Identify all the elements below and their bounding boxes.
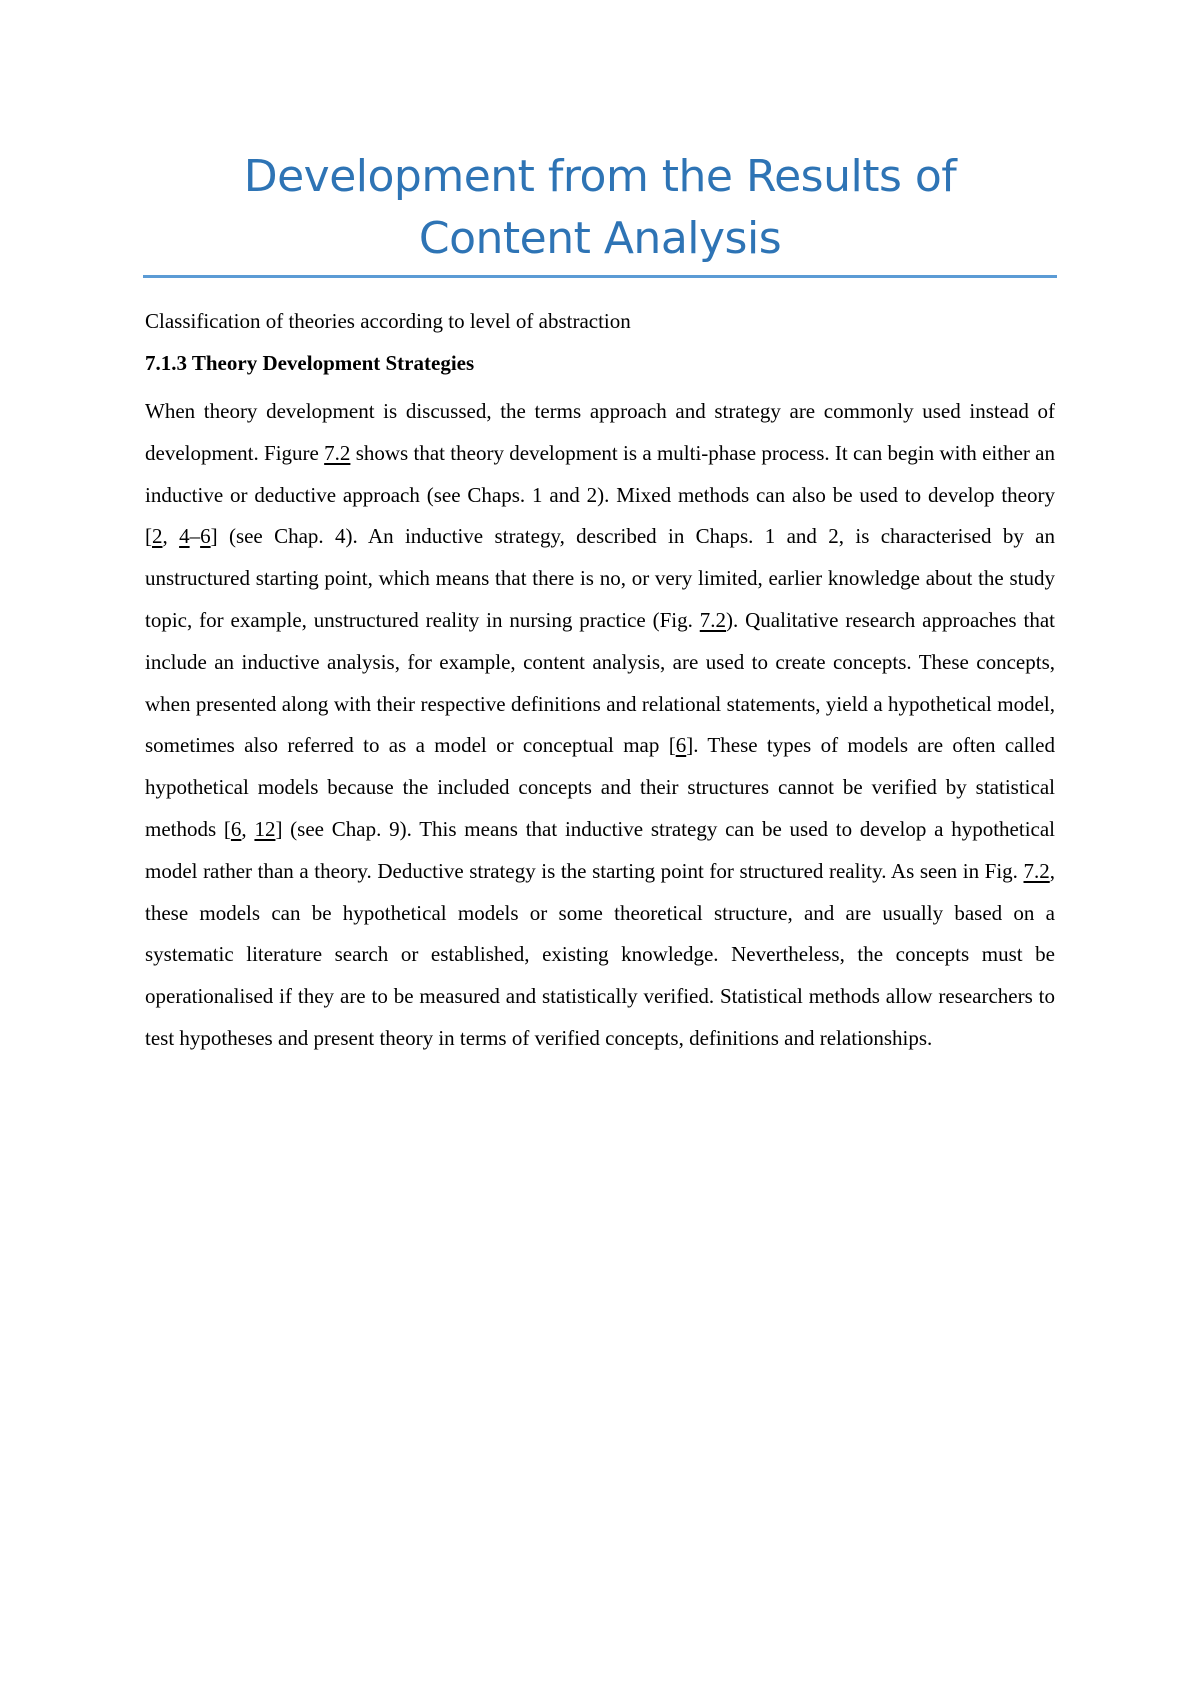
- paragraph-text: ] (see Chap. 9). This means that inductive strategy can be used to develop a hypothetical model rather than a theory. Deductive strategy is the starting point for structured reality. As seen in Fig.: [145, 816, 1056, 883]
- paragraph-text: ,: [241, 816, 255, 841]
- figure-caption: Classification of theories according to level of abstraction: [145, 309, 631, 333]
- paragraph-text: –: [189, 524, 201, 549]
- cross-reference-link[interactable]: 12: [254, 816, 276, 841]
- cross-reference-link[interactable]: 7.2: [1023, 858, 1050, 883]
- chapter-title: [143, 146, 1057, 270]
- paragraph-text: ,: [162, 524, 180, 549]
- cross-reference-link[interactable]: 7.2: [699, 607, 726, 632]
- body-paragraph: [145, 391, 1055, 1060]
- chapter-title-line-2: Content Analysis: [418, 213, 782, 264]
- cross-reference-link[interactable]: 7.2: [324, 440, 351, 465]
- paragraph-text: shows that theory development is a multi-phase process. It can begin with either an inductive or deductive approach (see Chaps. 1 and 2). Mixed methods can also be used to develop theory [: [145, 440, 1056, 549]
- cross-reference-link[interactable]: 6: [200, 524, 211, 549]
- section-heading: 7.1.3 Theory Development Strategies: [145, 351, 475, 375]
- cross-reference-link[interactable]: 2: [152, 524, 163, 549]
- cross-reference-link[interactable]: 6: [230, 816, 242, 841]
- paragraph-text: ). Qualitative research approaches that include an inductive analysis, for example, content analysis, are used to create concepts. These concepts, when presented along with their respective definitions and relational statements, yield a hypothetical model, sometimes also referred to as a model or conceptual map [: [145, 607, 1055, 758]
- paragraph-text: When theory development is discussed, the terms approach and strategy are commonly used instead of development. Figure: [145, 399, 1055, 465]
- cross-reference-link[interactable]: 4: [179, 524, 190, 549]
- paragraph-text: , these models can be hypothetical models or some theoretical structure, and are usually based on a systematic literature search or established, existing knowledge. Nevertheless, the concepts must be operationalised if they are to be measured and statistically verified. Statistical methods allow researchers to test hypotheses and present theory in terms of verified concepts, definitions and relationships.: [145, 858, 1055, 1050]
- title-underline-rule: [143, 275, 1057, 278]
- chapter-title-line-1: Development from the Results of: [243, 151, 957, 202]
- paragraph-text: ]. These types of models are often called hypothetical models because the included concepts and their structures cannot be verified by statistical methods [: [145, 733, 1055, 841]
- paragraph-text: ] (see Chap. 4). An inductive strategy, described in Chaps. 1 and 2, is characterised by an unstructured starting point, which means that there is no, or very limited, earlier knowledge about the study topic, for example, unstructured reality in nursing practice (Fig.: [145, 524, 1056, 632]
- cross-reference-link[interactable]: 6: [675, 733, 687, 758]
